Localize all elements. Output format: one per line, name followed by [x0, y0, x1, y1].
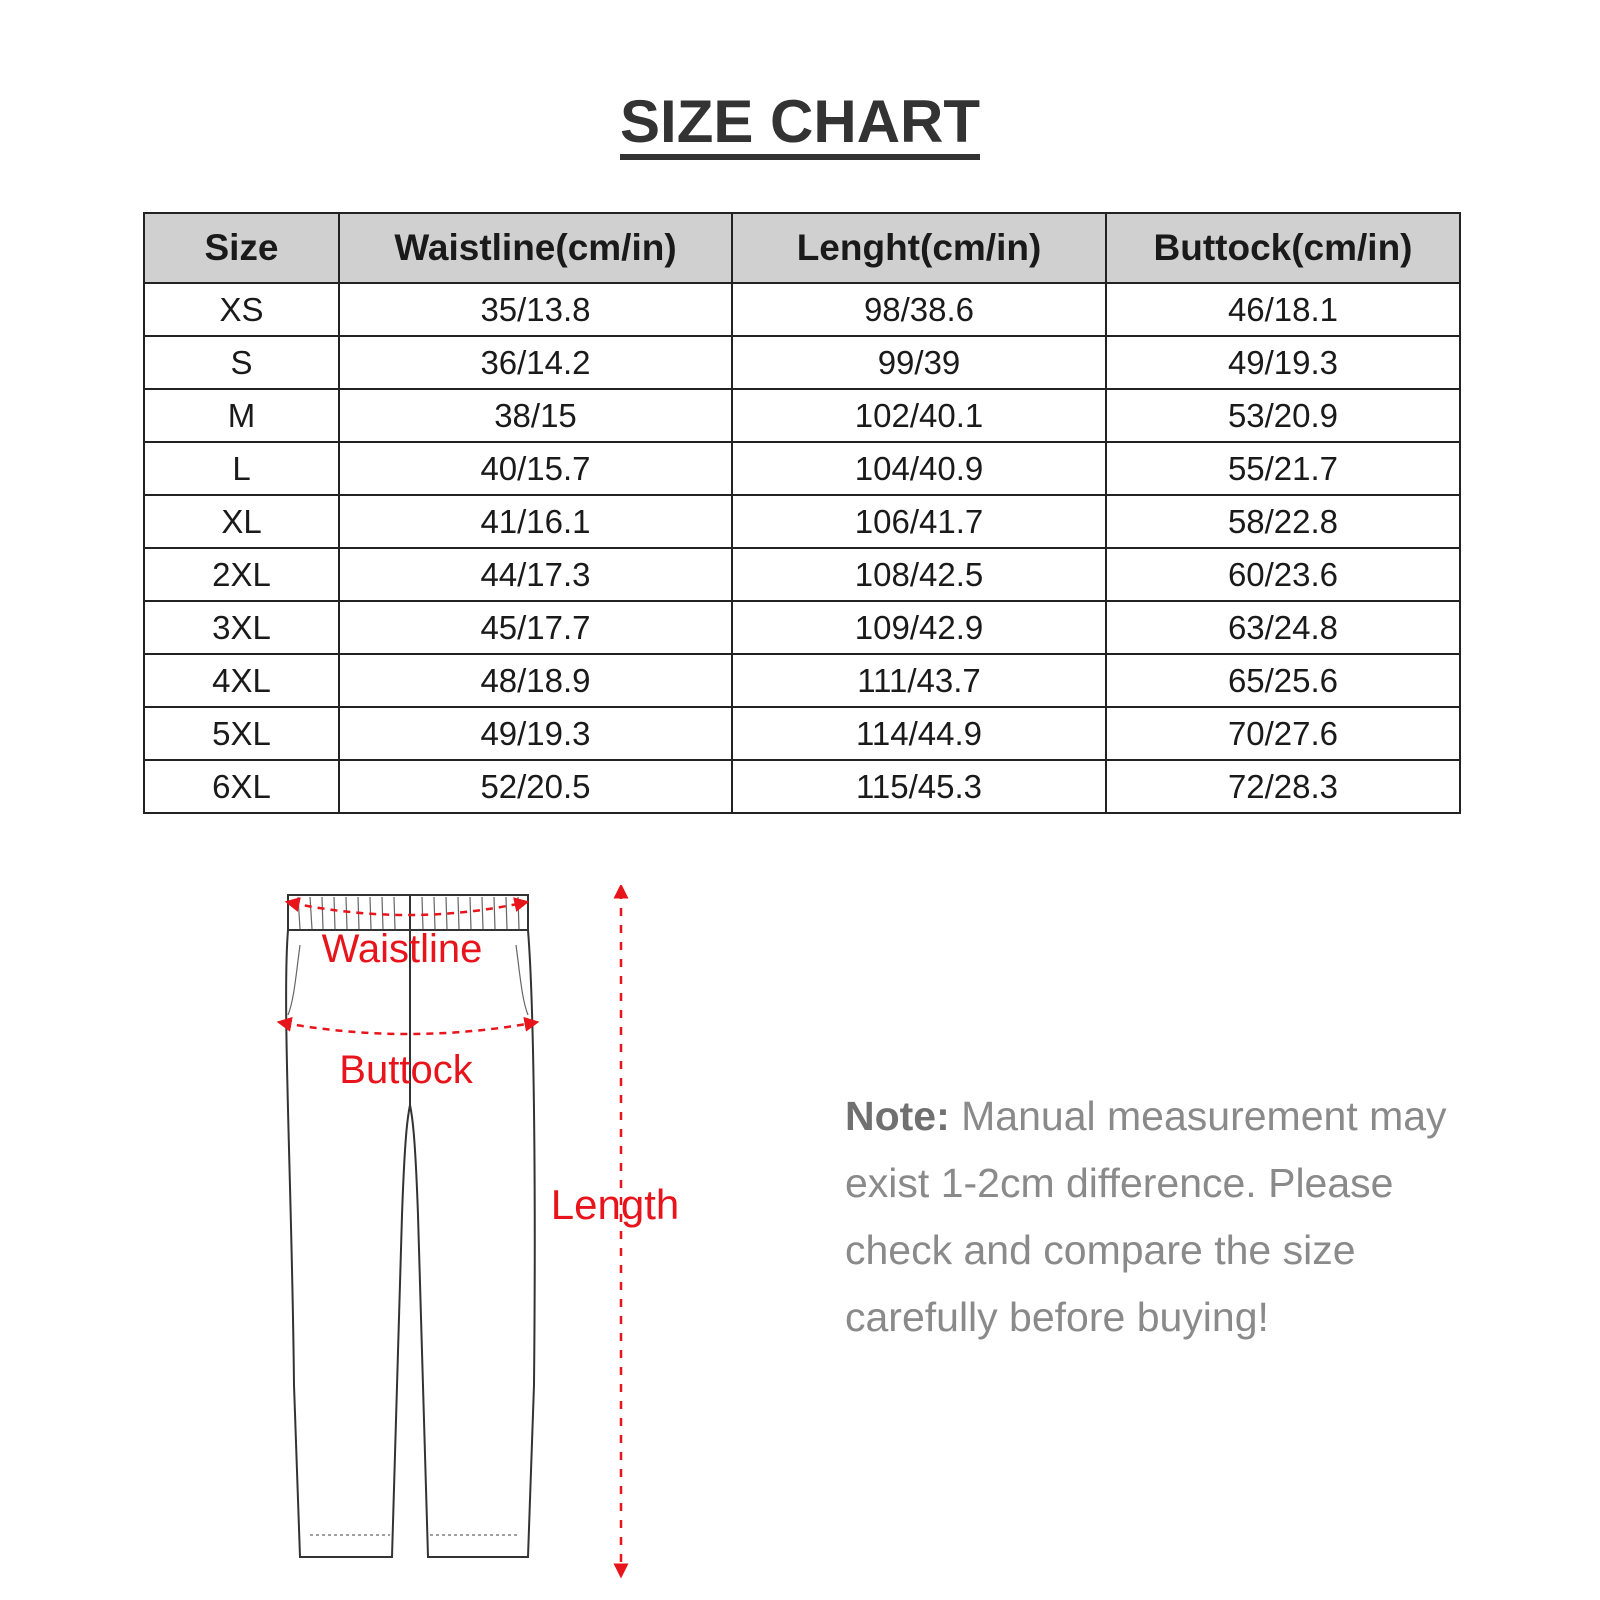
note-body: Manual measurement may exist 1-2cm difference. Please check and compare the size carefully before buying! [845, 1093, 1447, 1340]
cell-size: XS [144, 283, 339, 336]
cell-size: L [144, 442, 339, 495]
cell-length: 98/38.6 [732, 283, 1106, 336]
cell-size: 3XL [144, 601, 339, 654]
header-waistline: Waistline(cm/in) [339, 213, 732, 283]
cell-buttock: 58/22.8 [1106, 495, 1460, 548]
cell-buttock: 46/18.1 [1106, 283, 1460, 336]
cell-waistline: 40/15.7 [339, 442, 732, 495]
cell-waistline: 49/19.3 [339, 707, 732, 760]
table-header-row [144, 213, 1460, 283]
cell-buttock: 70/27.6 [1106, 707, 1460, 760]
cell-buttock: 53/20.9 [1106, 389, 1460, 442]
table-row [144, 601, 1460, 654]
cell-waistline: 48/18.9 [339, 654, 732, 707]
cell-waistline: 35/13.8 [339, 283, 732, 336]
header-buttock: Buttock(cm/in) [1106, 213, 1460, 283]
table-row [144, 654, 1460, 707]
cell-waistline: 52/20.5 [339, 760, 732, 813]
cell-waistline: 36/14.2 [339, 336, 732, 389]
page-title [0, 88, 1600, 160]
waistline-label: Waistline [321, 927, 483, 971]
cell-size: 2XL [144, 548, 339, 601]
cell-length: 106/41.7 [732, 495, 1106, 548]
table-row [144, 336, 1460, 389]
cell-size: 5XL [144, 707, 339, 760]
cell-waistline: 44/17.3 [339, 548, 732, 601]
cell-size: 6XL [144, 760, 339, 813]
cell-size: XL [144, 495, 339, 548]
cell-waistline: 38/15 [339, 389, 732, 442]
cell-buttock: 49/19.3 [1106, 336, 1460, 389]
cell-buttock: 65/25.6 [1106, 654, 1460, 707]
cell-length: 104/40.9 [732, 442, 1106, 495]
cell-length: 102/40.1 [732, 389, 1106, 442]
cell-length: 108/42.5 [732, 548, 1106, 601]
table-row [144, 283, 1460, 336]
table-row [144, 495, 1460, 548]
table-row [144, 442, 1460, 495]
page-title-text: SIZE CHART [620, 92, 980, 160]
size-table [143, 212, 1461, 814]
table-row [144, 548, 1460, 601]
cell-length: 115/45.3 [732, 760, 1106, 813]
header-size: Size [144, 213, 339, 283]
cell-length: 99/39 [732, 336, 1106, 389]
header-length: Lenght(cm/in) [732, 213, 1106, 283]
length-label: Length [550, 1181, 680, 1228]
table-row [144, 707, 1460, 760]
pants-outline [286, 895, 535, 1557]
cell-length: 111/43.7 [732, 654, 1106, 707]
cell-buttock: 55/21.7 [1106, 442, 1460, 495]
table-row [144, 389, 1460, 442]
cell-length: 114/44.9 [732, 707, 1106, 760]
note-text [845, 1083, 1485, 1351]
buttock-label: Buttock [339, 1048, 473, 1092]
pants-diagram [260, 885, 700, 1585]
cell-waistline: 45/17.7 [339, 601, 732, 654]
note-label: Note: [845, 1093, 950, 1139]
cell-length: 109/42.9 [732, 601, 1106, 654]
cell-size: 4XL [144, 654, 339, 707]
cell-size: M [144, 389, 339, 442]
cell-size: S [144, 336, 339, 389]
cell-buttock: 63/24.8 [1106, 601, 1460, 654]
cell-waistline: 41/16.1 [339, 495, 732, 548]
cell-buttock: 72/28.3 [1106, 760, 1460, 813]
cell-buttock: 60/23.6 [1106, 548, 1460, 601]
table-row [144, 760, 1460, 813]
